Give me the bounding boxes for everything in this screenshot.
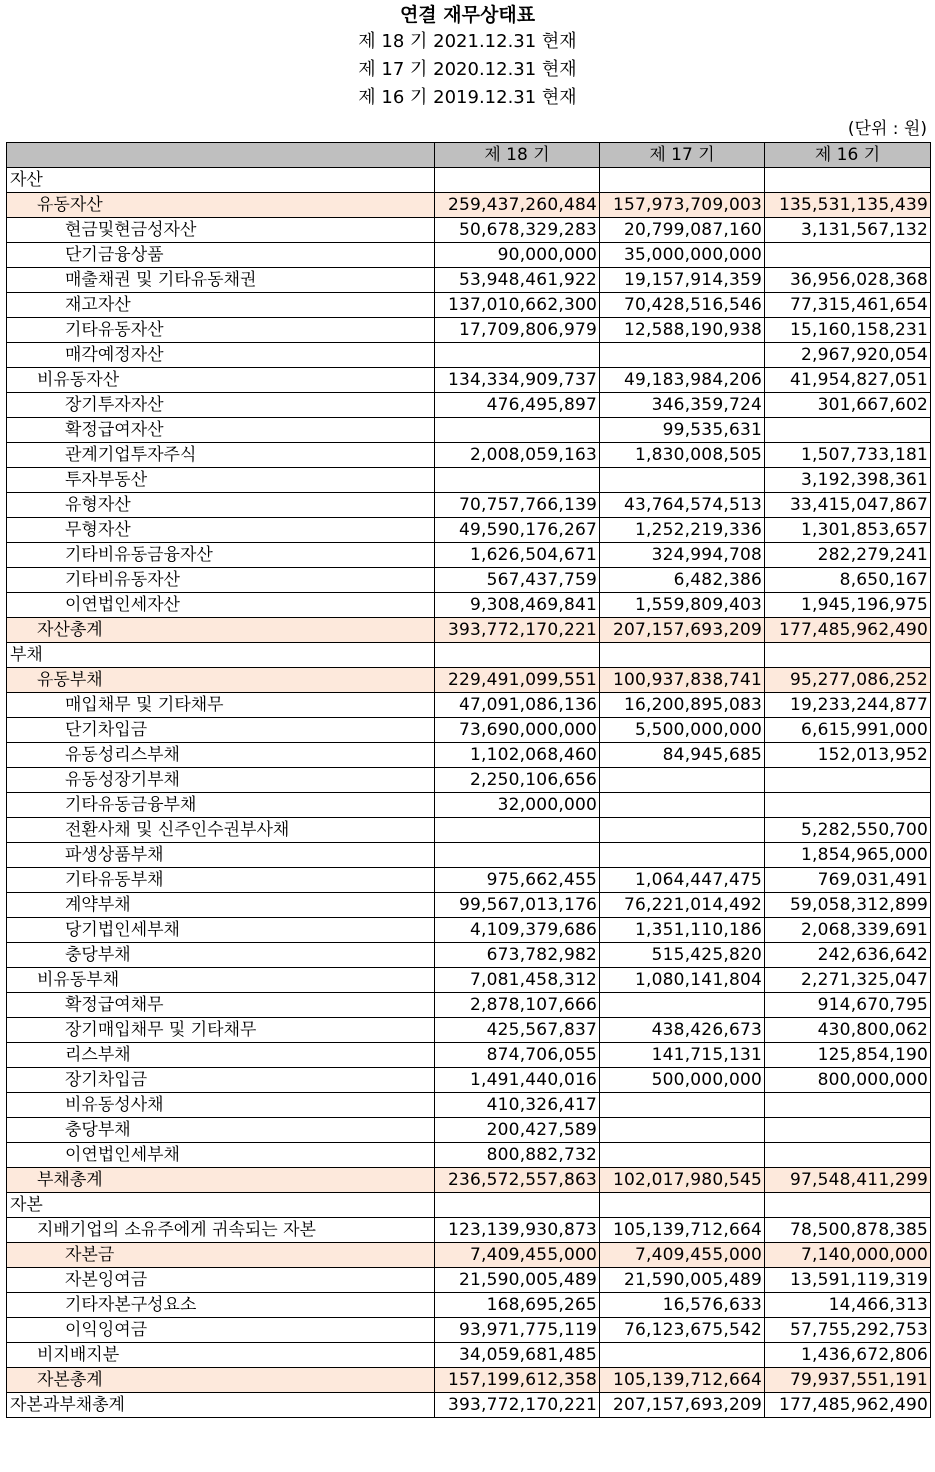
value-cell: 975,662,455: [435, 868, 600, 893]
row-label: 리스부채: [7, 1043, 435, 1068]
table-row: [7, 568, 931, 593]
table-row: [7, 168, 931, 193]
table-row: [7, 918, 931, 943]
value-cell: 79,937,551,191: [765, 1368, 931, 1393]
value-cell: 425,567,837: [435, 1018, 600, 1043]
period-line: 제 16 기 2019.12.31 현재: [358, 87, 577, 108]
row-label: 자산총계: [7, 618, 435, 643]
value-cell: 84,945,685: [600, 743, 765, 768]
value-cell: 33,415,047,867: [765, 493, 931, 518]
row-label: 충당부채: [7, 943, 435, 968]
table-row: [7, 1218, 931, 1243]
value-cell: 2,967,920,054: [765, 343, 931, 368]
value-cell: 301,667,602: [765, 393, 931, 418]
value-cell: 50,678,329,283: [435, 218, 600, 243]
value-cell: 21,590,005,489: [600, 1268, 765, 1293]
value-cell: 1,945,196,975: [765, 593, 931, 618]
row-label: 자본과부채총계: [7, 1393, 435, 1418]
table-row: [7, 793, 931, 818]
row-label: 장기투자자산: [7, 393, 435, 418]
value-cell: 1,436,672,806: [765, 1343, 931, 1368]
value-cell: 177,485,962,490: [765, 618, 931, 643]
value-cell: 236,572,557,863: [435, 1168, 600, 1193]
value-cell: [435, 1193, 600, 1218]
value-cell: 19,157,914,359: [600, 268, 765, 293]
value-cell: 157,973,709,003: [600, 193, 765, 218]
value-cell: [435, 418, 600, 443]
table-row: [7, 668, 931, 693]
value-cell: 2,250,106,656: [435, 768, 600, 793]
value-cell: [435, 468, 600, 493]
statement-header: [0, 0, 935, 112]
value-cell: 97,548,411,299: [765, 1168, 931, 1193]
row-label: 비지배지분: [7, 1343, 435, 1368]
table-row: [7, 418, 931, 443]
value-cell: 769,031,491: [765, 868, 931, 893]
value-cell: [600, 643, 765, 668]
column-header-fy16: 제 16 기: [765, 143, 931, 168]
table-row: [7, 268, 931, 293]
table-row: [7, 843, 931, 868]
value-cell: 16,576,633: [600, 1293, 765, 1318]
value-cell: 99,567,013,176: [435, 893, 600, 918]
table-row: [7, 743, 931, 768]
period-line: 제 17 기 2020.12.31 현재: [358, 59, 577, 80]
value-cell: 137,010,662,300: [435, 293, 600, 318]
value-cell: [600, 1093, 765, 1118]
table-row: [7, 1143, 931, 1168]
table-row: [7, 443, 931, 468]
table-row: [7, 393, 931, 418]
row-label: 확정급여자산: [7, 418, 435, 443]
value-cell: 99,535,631: [600, 418, 765, 443]
value-cell: 78,500,878,385: [765, 1218, 931, 1243]
value-cell: 410,326,417: [435, 1093, 600, 1118]
value-cell: 1,080,141,804: [600, 968, 765, 993]
table-row: [7, 693, 931, 718]
value-cell: 7,409,455,000: [435, 1243, 600, 1268]
value-cell: 393,772,170,221: [435, 1393, 600, 1418]
value-cell: 15,160,158,231: [765, 318, 931, 343]
row-label: 비유동자산: [7, 368, 435, 393]
row-label: 관계기업투자주식: [7, 443, 435, 468]
value-cell: 207,157,693,209: [600, 1393, 765, 1418]
table-row: [7, 618, 931, 643]
value-cell: 6,615,991,000: [765, 718, 931, 743]
row-label: 확정급여채무: [7, 993, 435, 1018]
value-cell: 43,764,574,513: [600, 493, 765, 518]
value-cell: [600, 843, 765, 868]
value-cell: 1,064,447,475: [600, 868, 765, 893]
value-cell: 8,650,167: [765, 568, 931, 593]
row-label: 기타비유동자산: [7, 568, 435, 593]
table-row: [7, 943, 931, 968]
row-label: 자본금: [7, 1243, 435, 1268]
value-cell: 259,437,260,484: [435, 193, 600, 218]
value-cell: 41,954,827,051: [765, 368, 931, 393]
row-label: 이연법인세자산: [7, 593, 435, 618]
row-label: 매출채권 및 기타유동채권: [7, 268, 435, 293]
row-label: 자산: [7, 168, 435, 193]
value-cell: [765, 1118, 931, 1143]
value-cell: [765, 1193, 931, 1218]
table-row: [7, 1068, 931, 1093]
value-cell: 168,695,265: [435, 1293, 600, 1318]
row-label: 유동성리스부채: [7, 743, 435, 768]
value-cell: 4,109,379,686: [435, 918, 600, 943]
value-cell: 1,559,809,403: [600, 593, 765, 618]
value-cell: [600, 818, 765, 843]
row-label: 매입채무 및 기타채무: [7, 693, 435, 718]
value-cell: [765, 643, 931, 668]
value-cell: 34,059,681,485: [435, 1343, 600, 1368]
table-row: [7, 493, 931, 518]
value-cell: 76,221,014,492: [600, 893, 765, 918]
row-label: 단기금융상품: [7, 243, 435, 268]
row-label: 장기차입금: [7, 1068, 435, 1093]
value-cell: 346,359,724: [600, 393, 765, 418]
table-row: [7, 1168, 931, 1193]
table-row: [7, 718, 931, 743]
value-cell: 20,799,087,160: [600, 218, 765, 243]
value-cell: 13,591,119,319: [765, 1268, 931, 1293]
value-cell: 1,351,110,186: [600, 918, 765, 943]
value-cell: 515,425,820: [600, 943, 765, 968]
table-row: [7, 643, 931, 668]
value-cell: 3,131,567,132: [765, 218, 931, 243]
row-label: 부채: [7, 643, 435, 668]
row-label: 투자부동산: [7, 468, 435, 493]
table-row: [7, 868, 931, 893]
row-label: 자본잉여금: [7, 1268, 435, 1293]
value-cell: 1,102,068,460: [435, 743, 600, 768]
value-cell: 914,670,795: [765, 993, 931, 1018]
row-label: 충당부채: [7, 1118, 435, 1143]
row-label: 무형자산: [7, 518, 435, 543]
value-cell: [435, 343, 600, 368]
table-row: [7, 1043, 931, 1068]
value-cell: 53,948,461,922: [435, 268, 600, 293]
column-header-fy18: 제 18 기: [435, 143, 600, 168]
value-cell: 36,956,028,368: [765, 268, 931, 293]
value-cell: 95,277,086,252: [765, 668, 931, 693]
value-cell: [600, 168, 765, 193]
value-cell: 125,854,190: [765, 1043, 931, 1068]
value-cell: 32,000,000: [435, 793, 600, 818]
value-cell: 2,068,339,691: [765, 918, 931, 943]
period-line: 제 18 기 2021.12.31 현재: [358, 31, 577, 52]
value-cell: 14,466,313: [765, 1293, 931, 1318]
table-row: [7, 593, 931, 618]
value-cell: 800,000,000: [765, 1068, 931, 1093]
value-cell: 229,491,099,551: [435, 668, 600, 693]
value-cell: 567,437,759: [435, 568, 600, 593]
row-label: 유동부채: [7, 668, 435, 693]
row-label: 기타유동금융부채: [7, 793, 435, 818]
value-cell: 177,485,962,490: [765, 1393, 931, 1418]
value-cell: 1,626,504,671: [435, 543, 600, 568]
value-cell: 123,139,930,873: [435, 1218, 600, 1243]
table-row: [7, 768, 931, 793]
row-label: 유형자산: [7, 493, 435, 518]
table-row: [7, 218, 931, 243]
value-cell: 2,008,059,163: [435, 443, 600, 468]
value-cell: 49,183,984,206: [600, 368, 765, 393]
value-cell: 207,157,693,209: [600, 618, 765, 643]
value-cell: [765, 1143, 931, 1168]
value-cell: [600, 1118, 765, 1143]
row-label: 비유동부채: [7, 968, 435, 993]
value-cell: [435, 168, 600, 193]
table-row: [7, 193, 931, 218]
value-cell: 76,123,675,542: [600, 1318, 765, 1343]
value-cell: [435, 843, 600, 868]
table-row: [7, 1318, 931, 1343]
value-cell: [765, 793, 931, 818]
value-cell: 5,500,000,000: [600, 718, 765, 743]
table-row: [7, 1193, 931, 1218]
value-cell: 7,409,455,000: [600, 1243, 765, 1268]
statement-title: 연결 재무상태표: [399, 4, 536, 26]
table-row: [7, 893, 931, 918]
row-label: 자본: [7, 1193, 435, 1218]
value-cell: 673,782,982: [435, 943, 600, 968]
value-cell: 59,058,312,899: [765, 893, 931, 918]
table-row: [7, 243, 931, 268]
value-cell: 1,507,733,181: [765, 443, 931, 468]
table-row: [7, 318, 931, 343]
value-cell: 135,531,135,439: [765, 193, 931, 218]
value-cell: 105,139,712,664: [600, 1218, 765, 1243]
value-cell: 102,017,980,545: [600, 1168, 765, 1193]
value-cell: 1,301,853,657: [765, 518, 931, 543]
table-row: [7, 1093, 931, 1118]
value-cell: 9,308,469,841: [435, 593, 600, 618]
row-label: 당기법인세부채: [7, 918, 435, 943]
value-cell: [600, 468, 765, 493]
value-cell: 324,994,708: [600, 543, 765, 568]
row-label: 이연법인세부채: [7, 1143, 435, 1168]
value-cell: 100,937,838,741: [600, 668, 765, 693]
value-cell: 17,709,806,979: [435, 318, 600, 343]
row-label: 매각예정자산: [7, 343, 435, 368]
value-cell: 70,428,516,546: [600, 293, 765, 318]
table-row: [7, 1343, 931, 1368]
row-label: 자본총계: [7, 1368, 435, 1393]
row-label: 부채총계: [7, 1168, 435, 1193]
table-row: [7, 1293, 931, 1318]
table-row: [7, 343, 931, 368]
value-cell: 800,882,732: [435, 1143, 600, 1168]
table-row: [7, 293, 931, 318]
value-cell: 2,271,325,047: [765, 968, 931, 993]
table-row: [7, 1268, 931, 1293]
value-cell: [600, 343, 765, 368]
value-cell: 57,755,292,753: [765, 1318, 931, 1343]
row-label: 단기차입금: [7, 718, 435, 743]
row-label: 전환사채 및 신주인수권부사채: [7, 818, 435, 843]
table-header-row: [7, 143, 931, 168]
value-cell: [600, 768, 765, 793]
row-label: 이익잉여금: [7, 1318, 435, 1343]
table-row: [7, 1368, 931, 1393]
value-cell: 93,971,775,119: [435, 1318, 600, 1343]
value-cell: 2,878,107,666: [435, 993, 600, 1018]
value-cell: 73,690,000,000: [435, 718, 600, 743]
row-label: 유동자산: [7, 193, 435, 218]
table-row: [7, 1118, 931, 1143]
unit-label: (단위 : 원): [847, 119, 927, 139]
row-label: 기타비유동금융자산: [7, 543, 435, 568]
value-cell: 6,482,386: [600, 568, 765, 593]
value-cell: 3,192,398,361: [765, 468, 931, 493]
row-label: 비유동성사채: [7, 1093, 435, 1118]
value-cell: 12,588,190,938: [600, 318, 765, 343]
row-label: 기타유동부채: [7, 868, 435, 893]
row-label: 재고자산: [7, 293, 435, 318]
table-row: [7, 1018, 931, 1043]
value-cell: 16,200,895,083: [600, 693, 765, 718]
value-cell: 242,636,642: [765, 943, 931, 968]
value-cell: [765, 1093, 931, 1118]
column-header-fy17: 제 17 기: [600, 143, 765, 168]
value-cell: 500,000,000: [600, 1068, 765, 1093]
value-cell: 7,081,458,312: [435, 968, 600, 993]
value-cell: 19,233,244,877: [765, 693, 931, 718]
value-cell: 7,140,000,000: [765, 1243, 931, 1268]
value-cell: [600, 993, 765, 1018]
value-cell: 438,426,673: [600, 1018, 765, 1043]
balance-sheet-table: [6, 142, 931, 1418]
row-label: 기타자본구성요소: [7, 1293, 435, 1318]
table-row: [7, 1393, 931, 1418]
table-row: [7, 468, 931, 493]
value-cell: 35,000,000,000: [600, 243, 765, 268]
value-cell: 476,495,897: [435, 393, 600, 418]
value-cell: 393,772,170,221: [435, 618, 600, 643]
value-cell: 282,279,241: [765, 543, 931, 568]
value-cell: 157,199,612,358: [435, 1368, 600, 1393]
column-header-label: [7, 143, 435, 168]
value-cell: 134,334,909,737: [435, 368, 600, 393]
value-cell: [765, 243, 931, 268]
value-cell: [435, 818, 600, 843]
row-label: 지배기업의 소유주에게 귀속되는 자본: [7, 1218, 435, 1243]
value-cell: 152,013,952: [765, 743, 931, 768]
value-cell: 1,252,219,336: [600, 518, 765, 543]
value-cell: 1,830,008,505: [600, 443, 765, 468]
value-cell: 430,800,062: [765, 1018, 931, 1043]
value-cell: 874,706,055: [435, 1043, 600, 1068]
value-cell: 70,757,766,139: [435, 493, 600, 518]
value-cell: 141,715,131: [600, 1043, 765, 1068]
value-cell: 1,854,965,000: [765, 843, 931, 868]
table-row: [7, 818, 931, 843]
value-cell: 90,000,000: [435, 243, 600, 268]
value-cell: 1,491,440,016: [435, 1068, 600, 1093]
value-cell: 77,315,461,654: [765, 293, 931, 318]
row-label: 현금및현금성자산: [7, 218, 435, 243]
table-row: [7, 543, 931, 568]
value-cell: 5,282,550,700: [765, 818, 931, 843]
value-cell: [600, 793, 765, 818]
value-cell: [600, 1143, 765, 1168]
value-cell: 47,091,086,136: [435, 693, 600, 718]
value-cell: [600, 1343, 765, 1368]
table-row: [7, 993, 931, 1018]
row-label: 장기매입채무 및 기타채무: [7, 1018, 435, 1043]
row-label: 유동성장기부채: [7, 768, 435, 793]
row-label: 파생상품부채: [7, 843, 435, 868]
value-cell: 21,590,005,489: [435, 1268, 600, 1293]
value-cell: 200,427,589: [435, 1118, 600, 1143]
table-row: [7, 518, 931, 543]
table-row: [7, 968, 931, 993]
row-label: 기타유동자산: [7, 318, 435, 343]
value-cell: [435, 643, 600, 668]
table-row: [7, 1243, 931, 1268]
value-cell: [600, 1193, 765, 1218]
value-cell: [765, 768, 931, 793]
table-row: [7, 368, 931, 393]
row-label: 계약부채: [7, 893, 435, 918]
value-cell: [765, 418, 931, 443]
value-cell: [765, 168, 931, 193]
value-cell: 49,590,176,267: [435, 518, 600, 543]
value-cell: 105,139,712,664: [600, 1368, 765, 1393]
